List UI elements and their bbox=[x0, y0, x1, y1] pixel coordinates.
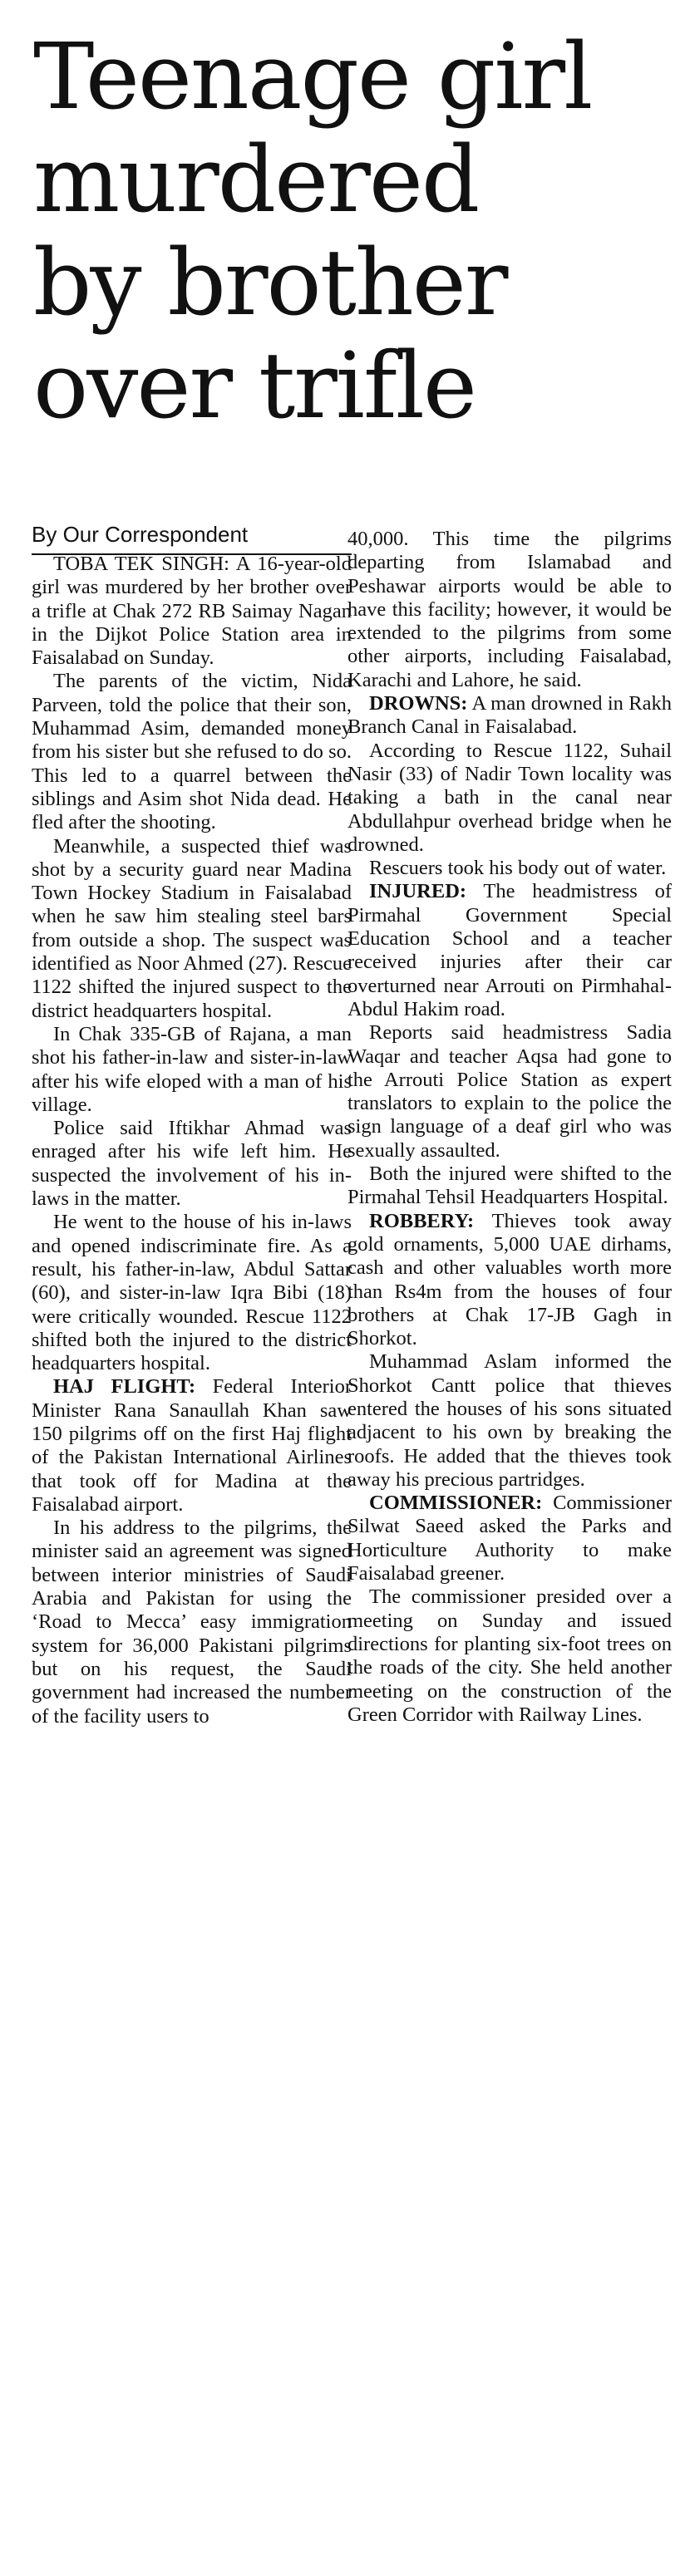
article-column-right bbox=[347, 528, 672, 1727]
article-paragraph bbox=[32, 1375, 352, 1517]
article-paragraph bbox=[32, 1517, 352, 1728]
article-paragraph bbox=[32, 1211, 352, 1375]
paragraph-text: Federal Interior Minister Rana Sanaullah Khan saw 150 pilgrims off on the first Haj flight of the Pakistan International Airlines that took off for Madina at the Faisalabad airport. bbox=[32, 1375, 352, 1516]
article-paragraph bbox=[32, 553, 352, 670]
headline bbox=[33, 25, 682, 437]
headline-line: Teenage girl bbox=[33, 23, 592, 130]
section-lead: HAJ FLIGHT: bbox=[53, 1375, 196, 1399]
article-paragraph bbox=[347, 1350, 672, 1492]
article-paragraph bbox=[347, 880, 672, 1021]
paragraph-text: TOBA TEK SINGH: A 16-year-old girl was murdered by her brother over a trifle at Chak 272 RB Saimay Nagan in the Dijkot Police Station area in Faisalabad on Sunday. bbox=[32, 553, 352, 670]
headline-line: murdered bbox=[33, 126, 479, 233]
article-paragraph bbox=[347, 1021, 672, 1163]
article-paragraph bbox=[347, 528, 672, 692]
article-paragraph bbox=[347, 857, 672, 880]
paragraph-text: Meanwhile, a suspected thief was shot by a security guard near Madina Town Hockey Stadium in Faisalabad when he saw him stealing steel bars from outside a shop. The suspect was identified as Noor Ahmed (27). Rescue 1122 shifted the injured suspect to the district headquarters hospital. bbox=[32, 834, 352, 1022]
byline: By Our Correspondent bbox=[32, 522, 249, 547]
article-paragraph bbox=[347, 1492, 672, 1585]
headline-line: over trifle bbox=[33, 332, 476, 439]
article-paragraph bbox=[347, 1210, 672, 1351]
paragraph-text: The commissioner presided over a meeting on Sunday and issued directions for planting six-foot trees on the roads of the city. She held another meeting on the construction of the Green Corridor with Railway Lines. bbox=[347, 1585, 672, 1726]
headline-line: by brother bbox=[33, 229, 507, 336]
paragraph-text: In his address to the pilgrims, the minister said an agreement was signed between interior ministries of Saudi Arabia and Pakistan for using the ‘Road to Mecca’ easy immigration system for 36,000 Pakistani pilgrims but on his request, the Saudi government had increased the number of the facility users to bbox=[32, 1517, 352, 1728]
article-paragraph bbox=[32, 835, 352, 1023]
paragraph-text: A man drowned in Rakh Branch Canal in Faisalabad. bbox=[347, 692, 672, 739]
article-paragraph bbox=[32, 1023, 352, 1117]
article-paragraph bbox=[32, 1117, 352, 1211]
paragraph-text: The parents of the victim, Nida Parveen, told the police that their son, Muhammad Asim, demanded money from his sister but she refused to do so. This led to a quarrel between the siblings and Asim shot Nida dead. He fled after the shooting. bbox=[32, 670, 352, 834]
article-paragraph bbox=[347, 740, 672, 857]
article-paragraph bbox=[347, 1163, 672, 1210]
section-lead: ROBBERY: bbox=[369, 1209, 475, 1232]
article-paragraph bbox=[347, 692, 672, 740]
section-lead: COMMISSIONER: bbox=[369, 1492, 543, 1515]
paragraph-text: The headmistress of Pirmahal Government Special Education School and a teacher received injuries after their car overturned near Arrouti on Pirmhahal-Abdul Hakim road. bbox=[347, 880, 672, 1020]
paragraph-text: Reports said headmistress Sadia Waqar and teacher Aqsa had gone to the Arrouti Police Station as expert translators to explain to the police the sign language of a deaf girl who was sexually assaulted. bbox=[347, 1021, 672, 1162]
article-paragraph bbox=[32, 670, 352, 834]
section-lead: INJURED: bbox=[369, 880, 467, 903]
paragraph-text: Commissioner Silwat Saeed asked the Parks and Horticulture Authority to make Faisalabad greener. bbox=[347, 1492, 672, 1585]
paragraph-text: Rescuers took his body out of water. bbox=[369, 857, 667, 880]
section-lead: DROWNS: bbox=[369, 692, 468, 715]
byline-block bbox=[32, 522, 356, 555]
paragraph-text: Police said Iftikhar Ahmad was enraged after his wife left him. He suspected the involvement of his in-laws in the matter. bbox=[32, 1117, 352, 1211]
article-paragraph bbox=[347, 1585, 672, 1727]
paragraph-text: He went to the house of his in-laws and opened indiscriminate fire. As a result, his father-in-law, Abdul Sattar (60), and sister-in-law Iqra Bibi (18) were critically wounded. Rescue 1122 shifted both the injured to the district headquarters hospital. bbox=[32, 1211, 352, 1375]
article-column-left bbox=[32, 553, 352, 1728]
paragraph-text: In Chak 335-GB of Rajana, a man shot his father-in-law and sister-in-law after his wife eloped with a man of his village. bbox=[32, 1022, 352, 1116]
paragraph-text: Both the injured were shifted to the Pirmahal Tehsil Headquarters Hospital. bbox=[347, 1163, 672, 1209]
paragraph-text: Muhammad Aslam informed the Shorkot Cantt police that thieves entered the houses of his sons situated adjacent to his own by breaking the roofs. He added that the thieves took away his precious partridges. bbox=[347, 1350, 672, 1491]
paragraph-text: Thieves took away gold ornaments, 5,000 UAE dirhams, cash and other valuables worth more than Rs4m from the houses of four brothers at Chak 17-JB Gagh in Shorkot. bbox=[347, 1209, 672, 1350]
paragraph-text: 40,000. This time the pilgrims departing from Islamabad and Peshawar airports would be able to have this facility; however, it would be extended to the pilgrims from some other airports, including Faisalabad, Karachi and Lahore, he said. bbox=[347, 528, 672, 691]
paragraph-text: According to Rescue 1122, Suhail Nasir (33) of Nadir Town locality was taking a bath in the canal near Abdullahpur overhead bridge when he drowned. bbox=[347, 739, 672, 856]
